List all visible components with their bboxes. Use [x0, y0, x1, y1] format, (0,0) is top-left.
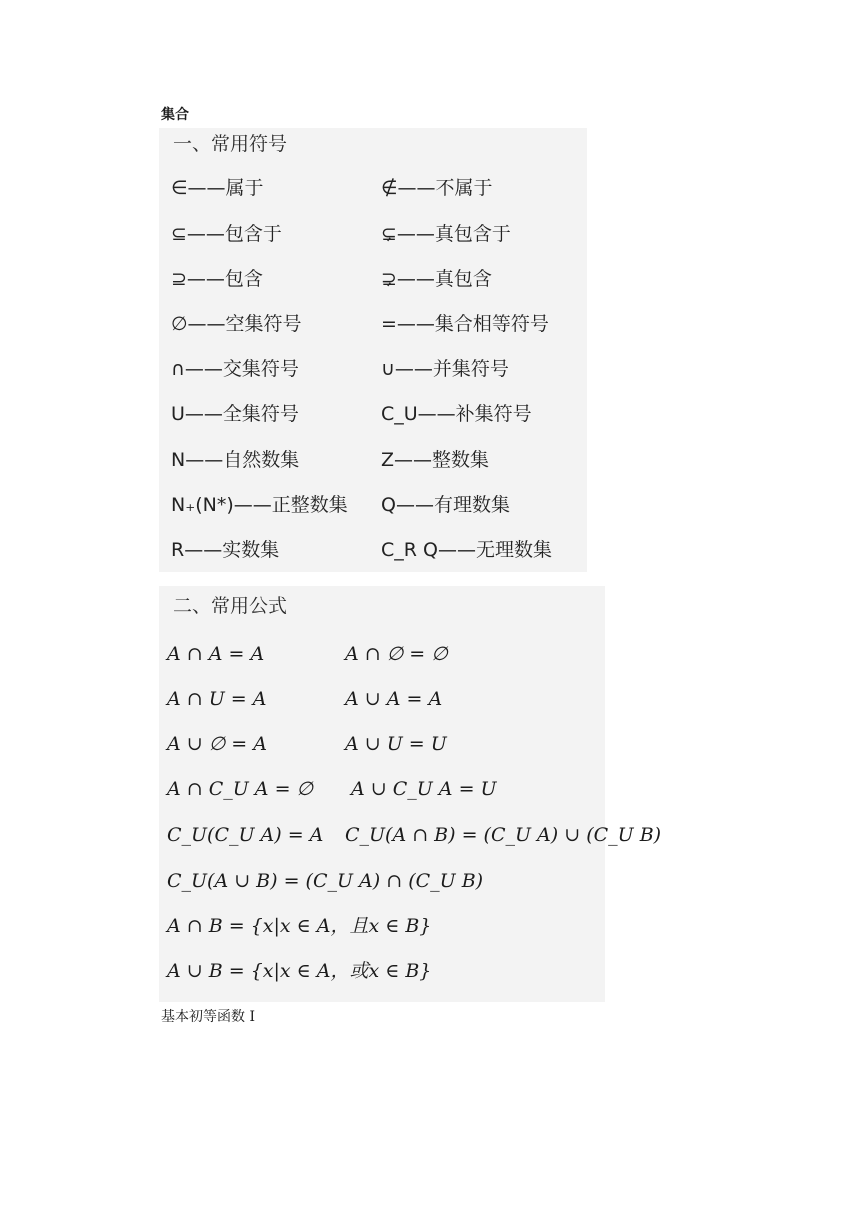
symbol-entry: ⊆——包含于 [171, 223, 282, 245]
symbol-entry: ∉——不属于 [381, 177, 493, 199]
symbol-entry: ⊇——包含 [171, 268, 263, 290]
formula: A ∩ U = A [167, 688, 267, 710]
footer-text: 基本初等函数 I [161, 1009, 255, 1025]
symbol-row [159, 399, 587, 429]
symbol-row [159, 445, 587, 475]
formula: A ∪ B = {x|x ∈ A，或x ∈ B} [167, 960, 432, 982]
formula-row [159, 865, 605, 897]
symbol-entry: ∩——交集符号 [171, 358, 299, 380]
formula-row [159, 728, 605, 760]
formula: A ∪ U = U [345, 733, 447, 755]
formula: A ∪ C_U A = U [351, 778, 497, 800]
formula: A ∩ C_U A = ∅ [167, 778, 314, 800]
page-title: 集合 [161, 107, 189, 123]
symbol-row [159, 309, 587, 339]
formula-row [159, 638, 605, 670]
symbols-panel [159, 128, 587, 572]
symbol-entry: =——集合相等符号 [381, 313, 549, 335]
symbol-row [159, 490, 587, 520]
formula: A ∩ A = A [167, 643, 265, 665]
symbol-row [159, 354, 587, 384]
formula-row [159, 683, 605, 715]
formula-row [159, 773, 605, 805]
symbol-entry: N₊(N*)——正整数集 [171, 494, 348, 516]
section-heading-formulas: 二、常用公式 [173, 595, 288, 617]
symbol-entry: ∈——属于 [171, 177, 264, 199]
symbol-entry: ⊊——真包含于 [381, 223, 511, 245]
symbol-row [159, 219, 587, 249]
symbol-entry: ⊋——真包含 [381, 268, 492, 290]
symbol-entry: C_U——补集符号 [381, 403, 532, 425]
formula: C_U(A ∪ B) = (C_U A) ∩ (C_U B) [167, 870, 484, 892]
symbol-row [159, 264, 587, 294]
formulas-panel [159, 586, 662, 1002]
symbol-entry: Q——有理数集 [381, 494, 510, 516]
section-heading-symbols: 一、常用符号 [173, 133, 288, 155]
symbol-entry: Z——整数集 [381, 449, 490, 471]
formula: A ∩ B = {x|x ∈ A，且x ∈ B} [167, 915, 432, 937]
symbol-entry: N——自然数集 [171, 449, 300, 471]
formula-row [159, 819, 662, 851]
symbol-entry: ∅——空集符号 [171, 313, 302, 335]
symbol-entry: R——实数集 [171, 539, 280, 561]
symbol-entry: ∪——并集符号 [381, 358, 509, 380]
formula-row [159, 955, 605, 987]
formula: A ∪ A = A [345, 688, 443, 710]
symbol-entry: C_R Q——无理数集 [381, 539, 552, 561]
formula: C_U(C_U A) = A [167, 824, 324, 846]
symbol-entry: U——全集符号 [171, 403, 299, 425]
formula: A ∩ ∅ = ∅ [345, 643, 448, 665]
symbol-row [159, 535, 587, 565]
formula: C_U(A ∩ B) = (C_U A) ∪ (C_U B) [345, 824, 662, 846]
formula: A ∪ ∅ = A [167, 733, 267, 755]
formula-row [159, 910, 605, 942]
symbol-row [159, 173, 587, 203]
